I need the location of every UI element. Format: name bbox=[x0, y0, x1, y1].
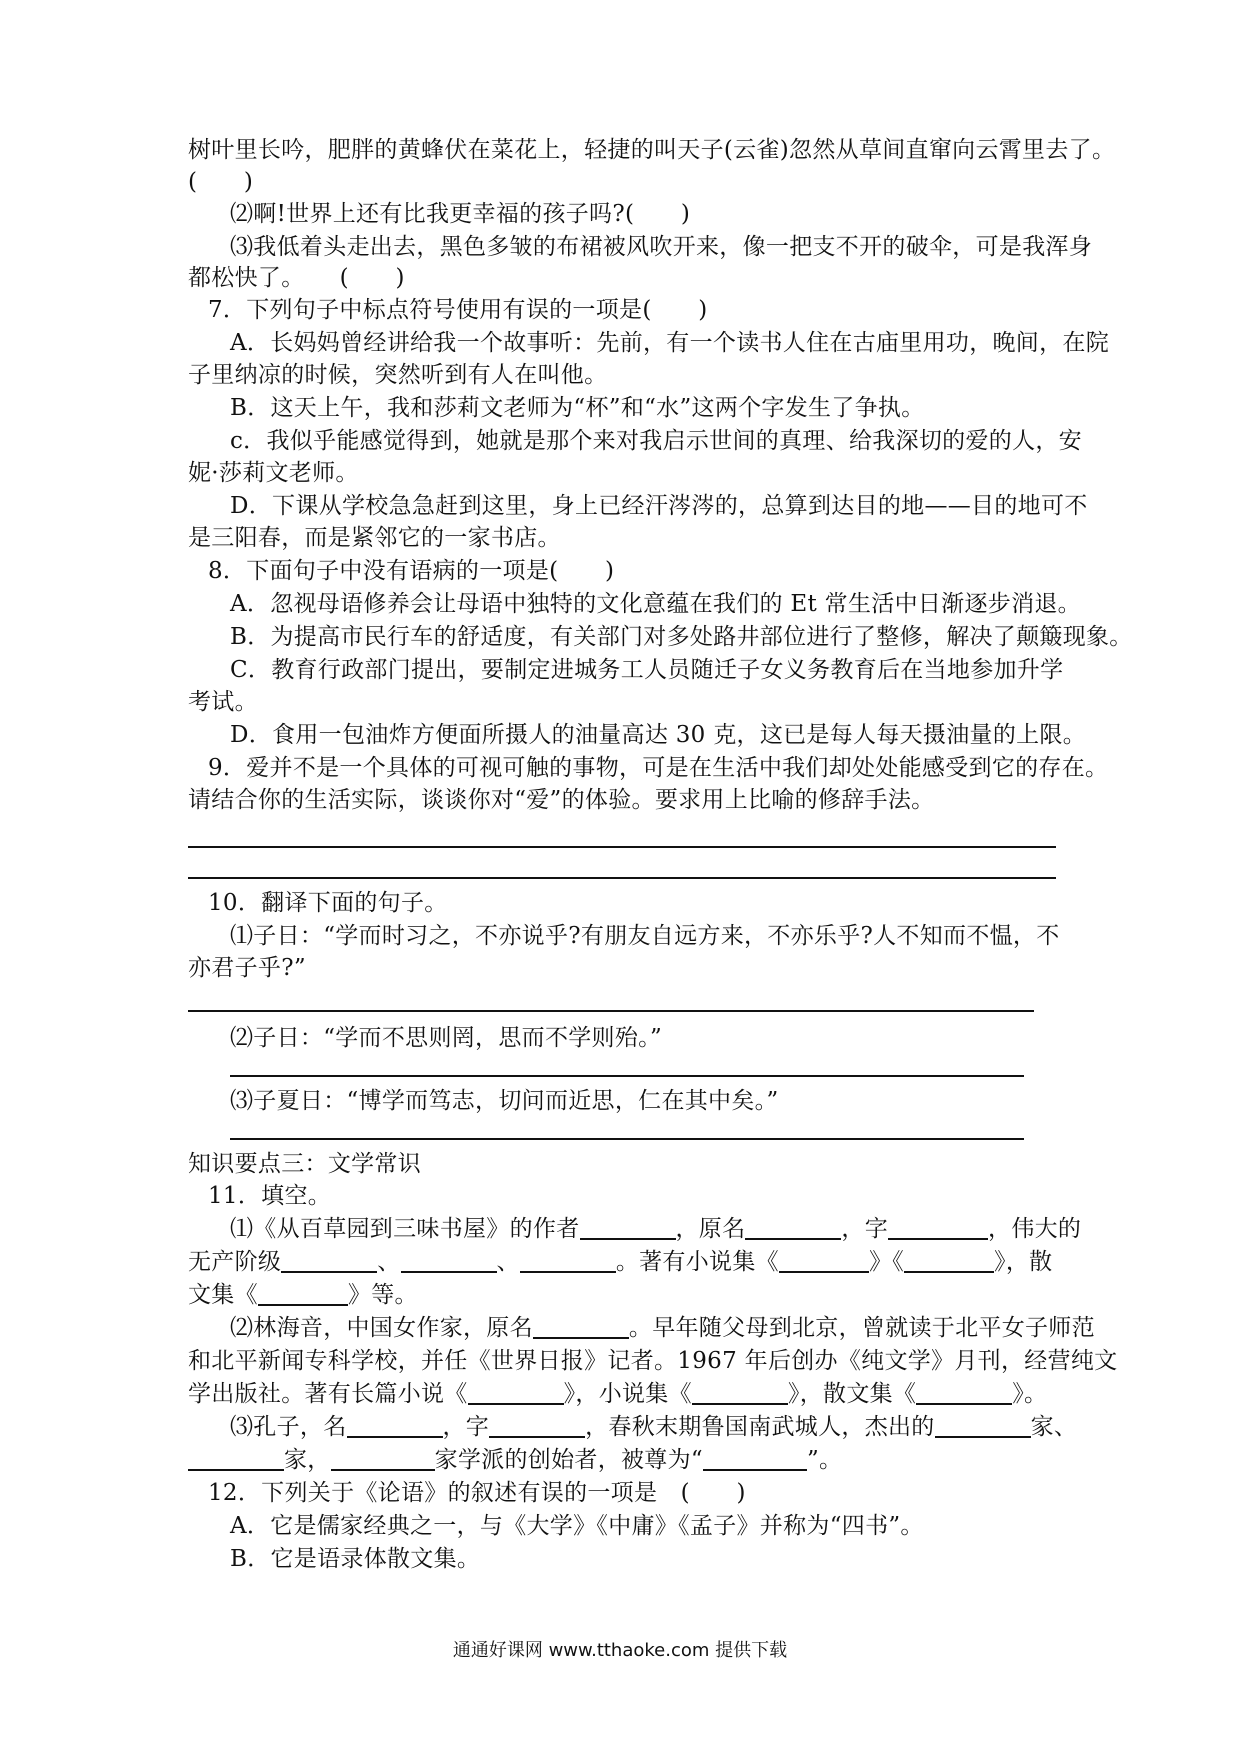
fill-blank[interactable] bbox=[692, 1381, 788, 1405]
q6-item-2: ⑵啊!世界上还有比我更幸福的孩子吗?( ) bbox=[230, 201, 691, 227]
q9-stem-cont: 请结合你的生活实际，谈谈你对“爱”的体验。要求用上比喻的修辞手法。 bbox=[188, 787, 935, 813]
page-footer: 通通好课网 www.tthaoke.com 提供下载 bbox=[452, 1640, 788, 1661]
fill-blank[interactable] bbox=[916, 1381, 1012, 1405]
q11-part-1-cont: 文集《 》等。 bbox=[188, 1282, 418, 1308]
q7-option-c-cont: 妮·莎莉文老师。 bbox=[188, 460, 359, 486]
q10-stem: 10．翻译下面的句子。 bbox=[208, 890, 448, 916]
fill-blank[interactable] bbox=[188, 1447, 284, 1471]
fill-blank[interactable] bbox=[779, 1249, 869, 1273]
q12-option-b: B．它是语录体散文集。 bbox=[230, 1546, 481, 1572]
q11-part-2-cont: 学出版社。著有长篇小说《 》，小说集《 》，散文集《 》。 bbox=[188, 1381, 1048, 1407]
section-title: 知识要点三：文学常识 bbox=[188, 1151, 421, 1177]
q11-stem: 11．填空。 bbox=[208, 1183, 332, 1209]
q9-answer-line bbox=[188, 877, 1056, 879]
q7-option-a-cont: 子里纳凉的时候，突然听到有人在叫他。 bbox=[188, 362, 608, 388]
q8-option-a: A．忽视母语修养会让母语中独特的文化意蕴在我们的 Et 常生活中日渐逐步消退。 bbox=[230, 591, 1081, 617]
q9-answer-line bbox=[188, 846, 1056, 848]
fill-blank[interactable] bbox=[331, 1447, 435, 1471]
q10-answer-line-2 bbox=[230, 1075, 1024, 1077]
fill-blank[interactable] bbox=[489, 1414, 585, 1438]
q8-option-c: C．教育行政部门提出，要制定进城务工人员随迁子女义务教育后在当地参加升学 bbox=[230, 657, 1064, 683]
q10-sentence-1-cont: 亦君子乎?” bbox=[188, 955, 306, 981]
q11-part-2: ⑵林海音，中国女作家，原名 。早年随父母到北京，曾就读于北平女子师范 bbox=[230, 1315, 1095, 1341]
q7-option-a: A．长妈妈曾经讲给我一个故事听：先前，有一个读书人住在古庙里用功，晚间，在院 bbox=[230, 330, 1110, 356]
fill-blank[interactable] bbox=[258, 1282, 348, 1306]
q12-stem: 12．下列关于《论语》的叙述有误的一项是 ( ) bbox=[208, 1480, 746, 1506]
fill-blank[interactable] bbox=[904, 1249, 994, 1273]
fill-blank[interactable] bbox=[533, 1315, 629, 1339]
q10-answer-line-3 bbox=[230, 1138, 1024, 1140]
q9-stem: 9．爱并不是一个具体的可视可触的事物，可是在生活中我们却处处能感受到它的存在。 bbox=[208, 755, 1109, 781]
fill-blank[interactable] bbox=[888, 1216, 988, 1240]
fill-blank[interactable] bbox=[520, 1249, 616, 1273]
q6-item-3-cont: 都松快了。 ( ) bbox=[188, 265, 405, 291]
q8-option-d: D．食用一包油炸方便面所摄人的油量高达 30 克，这已是每人每天摄油量的上限。 bbox=[230, 722, 1087, 748]
q10-sentence-2: ⑵子日：“学而不思则罔，思而不学则殆。” bbox=[230, 1025, 663, 1051]
q7-option-b: B．这天上午，我和莎莉文老师为“杯”和“水”这两个字发生了争执。 bbox=[230, 395, 925, 421]
q11-part-1-cont: 无产阶级 、 、 。著有小说集《 》《 》，散 bbox=[188, 1249, 1053, 1275]
q6-text-line: 树叶里长吟，肥胖的黄蜂伏在菜花上，轻捷的叫天子(云雀)忽然从草间直窜向云霄里去了。 bbox=[188, 137, 1116, 163]
q12-option-a: A．它是儒家经典之一，与《大学》《中庸》《孟子》并称为“四书”。 bbox=[230, 1513, 924, 1539]
q7-option-d: D．下课从学校急急赶到这里，身上已经汗涔涔的，总算到达目的地——目的地可不 bbox=[230, 493, 1088, 519]
fill-blank[interactable] bbox=[745, 1216, 841, 1240]
q11-part-3-cont: 家， 家学派的创始者，被尊为“ ”。 bbox=[188, 1444, 1068, 1476]
q11-part-3: ⑶孔子，名 ，字 ，春秋末期鲁国南武城人，杰出的 家、 bbox=[230, 1414, 1078, 1440]
q7-option-d-cont: 是三阳春，而是紧邻它的一家书店。 bbox=[188, 525, 561, 551]
fill-blank[interactable] bbox=[580, 1216, 676, 1240]
fill-blank[interactable] bbox=[281, 1249, 377, 1273]
q11-part-2-cont: 和北平新闻专科学校，并任《世界日报》记者。1967 年后创办《纯文学》月刊，经营纯文 bbox=[188, 1348, 1118, 1374]
q6-answer-paren: ( ) bbox=[188, 169, 254, 195]
q8-stem: 8．下面句子中没有语病的一项是( ) bbox=[208, 558, 615, 584]
q7-stem: 7．下列句子中标点符号使用有误的一项是( ) bbox=[208, 297, 708, 323]
q8-option-c-cont: 考试。 bbox=[188, 689, 258, 715]
fill-blank[interactable] bbox=[935, 1414, 1031, 1438]
q10-answer-line-1 bbox=[188, 1010, 1034, 1012]
fill-blank[interactable] bbox=[468, 1381, 564, 1405]
fill-blank[interactable] bbox=[401, 1249, 497, 1273]
q6-item-3: ⑶我低着头走出去，黑色多皱的布裙被风吹开来，像一把支不开的破伞，可是我浑身 bbox=[230, 234, 1093, 260]
q8-option-b: B．为提高市民行车的舒适度，有关部门对多处路井部位进行了整修，解决了颠簸现象。 bbox=[230, 624, 1133, 650]
q10-sentence-1: ⑴子日：“学而时习之，不亦说乎?有朋友自远方来，不亦乐乎?人不知而不愠，不 bbox=[230, 923, 1060, 949]
fill-blank[interactable] bbox=[703, 1447, 807, 1471]
q10-sentence-3: ⑶子夏日：“博学而笃志，切问而近思，仁在其中矣。” bbox=[230, 1088, 779, 1114]
fill-blank[interactable] bbox=[347, 1414, 443, 1438]
q11-part-1: ⑴《从百草园到三味书屋》的作者 ，原名 ，字 ，伟大的 bbox=[230, 1216, 1082, 1242]
q7-option-c: c．我似乎能感觉得到，她就是那个来对我启示世间的真理、给我深切的爱的人，安 bbox=[230, 428, 1082, 454]
